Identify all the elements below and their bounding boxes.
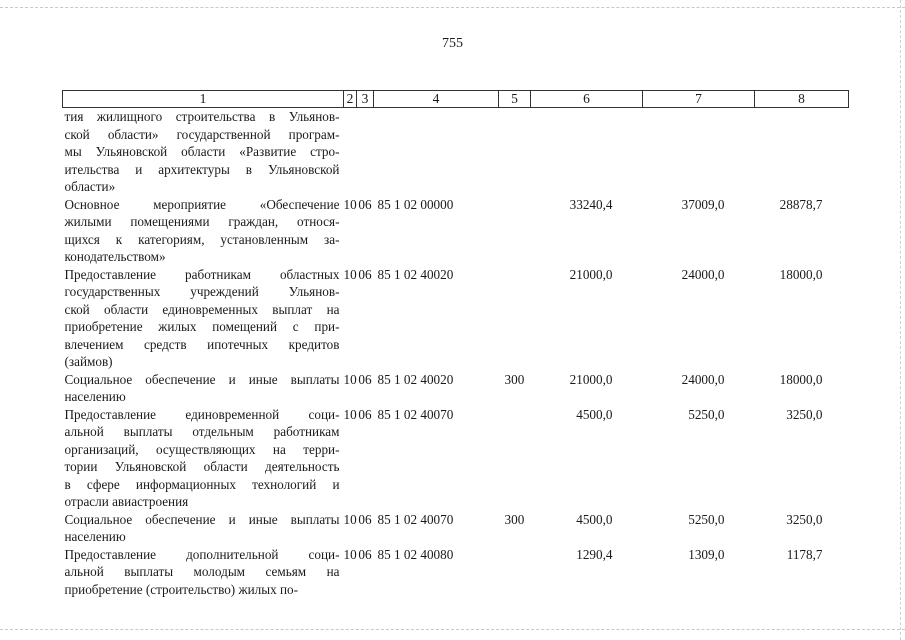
amount-col-6: 1290,4: [576, 546, 613, 562]
section-code: 10: [343, 546, 357, 562]
table-row: [63, 546, 849, 599]
description-line: населению: [64, 529, 126, 544]
section-code: 10: [343, 406, 357, 422]
target-article-code: 85 1 02 40020: [377, 371, 454, 387]
expense-type-code: [499, 108, 531, 196]
amount-col-7: 24000,0: [681, 371, 725, 387]
description-line: Социальное обеспечение и иные выплаты: [64, 371, 340, 387]
header-cell-4: 4: [374, 91, 499, 108]
amount-col-6: [531, 108, 643, 196]
description-line: в сфере информационных технологий и: [64, 476, 340, 492]
amount-col-6: 33240,4: [569, 196, 613, 212]
row-description: [63, 371, 344, 406]
row-description: [63, 108, 344, 196]
amount-col-8: 3250,0: [786, 511, 823, 527]
description-line: мы Ульяновской области «Развитие стро-: [64, 144, 340, 159]
header-cell-7: 7: [643, 91, 755, 108]
description-line: Предоставление единовременной соци-: [64, 406, 340, 422]
row-description: [63, 196, 344, 266]
expense-type-code: 300: [504, 511, 525, 527]
description-line: альной выплаты отдельным работникам: [64, 424, 340, 439]
section-code: 10: [343, 266, 357, 282]
amount-col-8: 18000,0: [779, 266, 823, 282]
subsection-code: 06: [358, 196, 372, 212]
description-line: приобретение (строительство) жилых по-: [64, 581, 299, 597]
amount-col-6: 21000,0: [569, 371, 613, 387]
scan-edge-right: [900, 0, 901, 640]
header-cell-2: 2: [344, 91, 357, 108]
amount-col-6: 21000,0: [569, 266, 613, 282]
expense-type-code: [499, 406, 531, 511]
description-line: ской области единовременных выплат на: [64, 301, 340, 317]
amount-col-8: [755, 108, 849, 196]
table-row: [63, 266, 849, 371]
budget-table: [62, 90, 849, 598]
amount-col-7: 1309,0: [688, 546, 725, 562]
table-row: [63, 108, 849, 196]
subsection-code: 06: [358, 371, 372, 387]
target-article-code: [374, 108, 499, 196]
target-article-code: 85 1 02 00000: [377, 196, 454, 212]
expense-type-code: [499, 546, 531, 599]
table-row: [63, 371, 849, 406]
target-article-code: 85 1 02 40070: [377, 406, 454, 422]
description-line: ской области» государственной програм-: [64, 126, 340, 142]
table-row: [63, 511, 849, 546]
scan-edge-top: [0, 7, 905, 8]
header-cell-6: 6: [531, 91, 643, 108]
section-code: [344, 108, 357, 196]
subsection-code: 06: [358, 511, 372, 527]
amount-col-7: 37009,0: [681, 196, 725, 212]
row-description: [63, 266, 344, 371]
description-line: конодательством»: [64, 249, 166, 264]
table-header: [63, 91, 849, 108]
table-row: [63, 196, 849, 266]
section-code: 10: [343, 196, 357, 212]
amount-col-7: 24000,0: [681, 266, 725, 282]
description-line: тия жилищного строительства в Ульянов-: [64, 109, 340, 124]
description-line: организаций, осуществляющих на терри-: [64, 441, 340, 457]
description-line: щихся к категориям, установленным за-: [64, 231, 340, 247]
amount-col-7: 5250,0: [688, 406, 725, 422]
amount-col-8: 1178,7: [786, 546, 823, 562]
expense-type-code: [499, 196, 531, 266]
scan-edge-bottom: [0, 629, 905, 630]
description-line: отрасли авиастроения: [64, 494, 189, 509]
subsection-code: 06: [358, 266, 372, 282]
amount-col-8: 3250,0: [786, 406, 823, 422]
description-line: Основное мероприятие «Обеспечение: [64, 196, 340, 212]
description-line: государственных учреждений Ульянов-: [64, 284, 340, 299]
table-body: [63, 108, 849, 599]
header-cell-5: 5: [499, 91, 531, 108]
description-line: ительства и архитектуры в Ульяновской: [64, 161, 340, 177]
header-row: [63, 91, 849, 108]
header-cell-1: 1: [63, 91, 344, 108]
description-line: влечением средств ипотечных кредитов: [64, 336, 340, 352]
amount-col-8: 18000,0: [779, 371, 823, 387]
amount-col-7: [643, 108, 755, 196]
target-article-code: 85 1 02 40070: [377, 511, 454, 527]
table-row: [63, 406, 849, 511]
description-line: (займов): [64, 354, 113, 369]
amount-col-6: 4500,0: [576, 511, 613, 527]
expense-type-code: 300: [504, 371, 525, 387]
row-description: [63, 546, 344, 599]
header-cell-3: 3: [357, 91, 374, 108]
description-line: приобретение жилых помещений с при-: [64, 319, 340, 334]
subsection-code: 06: [358, 406, 372, 422]
amount-col-7: 5250,0: [688, 511, 725, 527]
row-description: [63, 406, 344, 511]
subsection-code: [357, 108, 374, 196]
target-article-code: 85 1 02 40080: [377, 546, 454, 562]
description-line: области»: [64, 179, 116, 194]
row-description: [63, 511, 344, 546]
expense-type-code: [499, 266, 531, 371]
description-line: Социальное обеспечение и иные выплаты: [64, 511, 340, 527]
section-code: 10: [343, 511, 357, 527]
section-code: 10: [343, 371, 357, 387]
description-line: альной выплаты молодым семьям на: [64, 564, 340, 579]
target-article-code: 85 1 02 40020: [377, 266, 454, 282]
description-line: жилыми помещениями граждан, относя-: [64, 214, 340, 229]
amount-col-8: 28878,7: [779, 196, 823, 212]
amount-col-6: 4500,0: [576, 406, 613, 422]
description-line: населению: [64, 389, 126, 404]
header-cell-8: 8: [755, 91, 849, 108]
description-line: Предоставление работникам областных: [64, 266, 340, 282]
subsection-code: 06: [358, 546, 372, 562]
page-number: 755: [442, 36, 463, 51]
description-line: Предоставление дополнительной соци-: [64, 546, 340, 562]
description-line: тории Ульяновской области деятельность: [64, 459, 340, 474]
